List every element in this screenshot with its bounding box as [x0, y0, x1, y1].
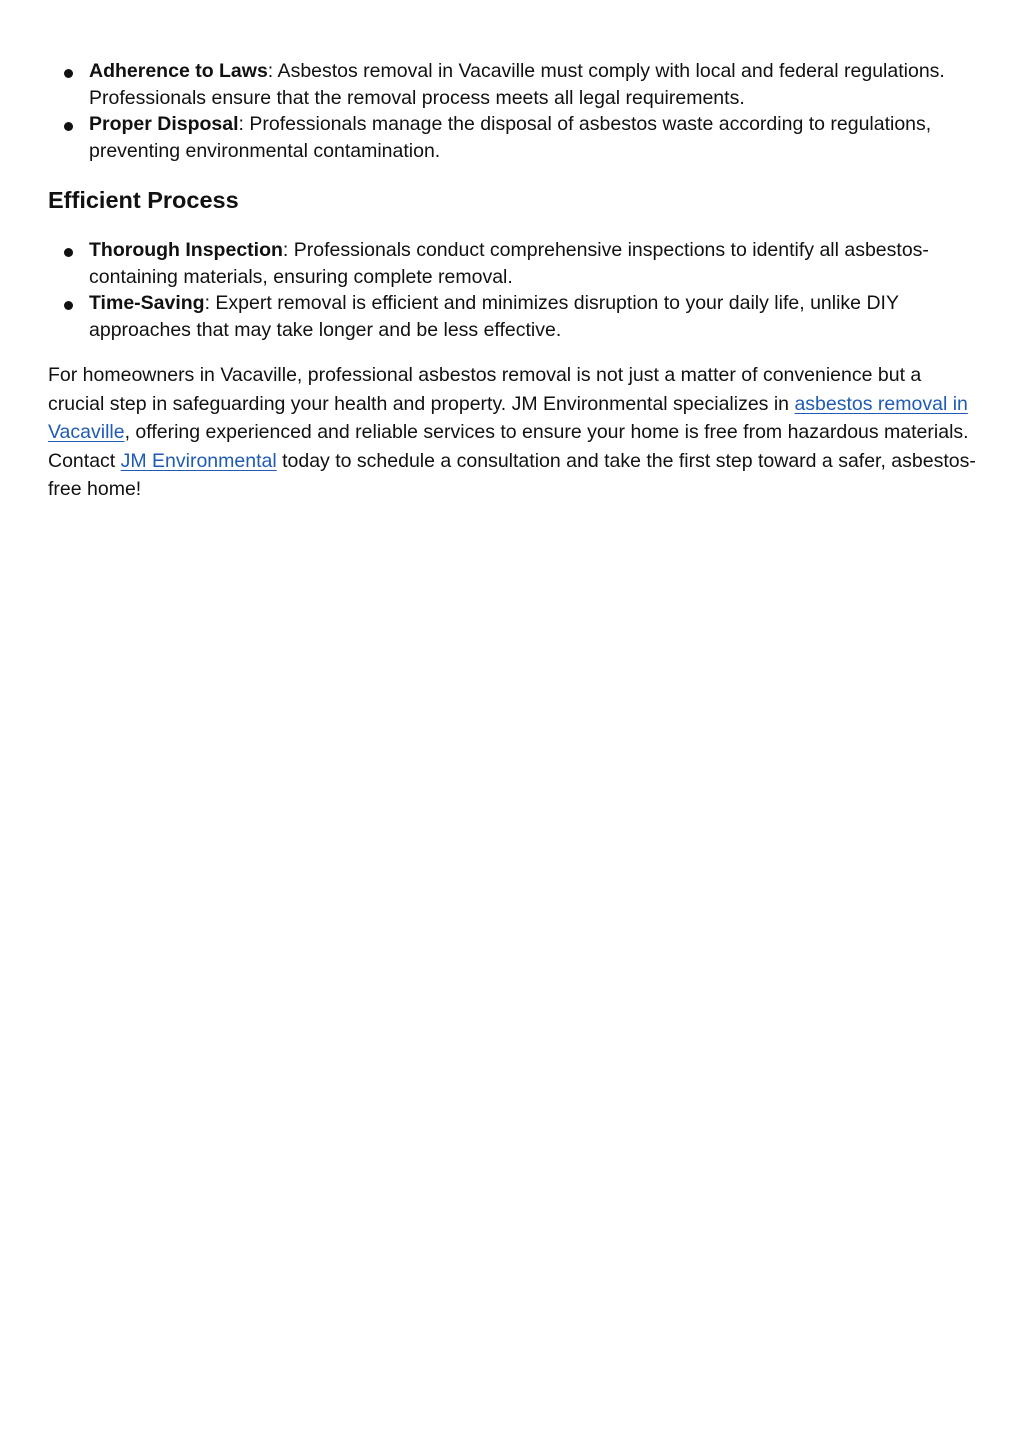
list-item-text: : Asbestos removal in Vacaville must comply with local and federal regulations. Professionals ensure that the removal process meets all legal requirements. — [89, 60, 945, 109]
list-item-term: Proper Disposal — [89, 113, 239, 135]
closing-paragraph — [48, 361, 978, 504]
list-item-term: Thorough Inspection — [89, 239, 283, 261]
jm-environmental-link[interactable]: JM Environmental — [120, 449, 277, 472]
list-item-term: Adherence to Laws — [89, 60, 268, 82]
paragraph-text: , offering experienced and reliable services to ensure your home is free from hazardous materials. Contact — [48, 421, 969, 472]
bullet-icon — [64, 69, 73, 78]
list-item — [48, 290, 978, 343]
bullet-icon — [64, 248, 73, 257]
efficiency-list — [48, 237, 978, 343]
list-item — [48, 237, 978, 290]
asbestos-removal-link[interactable]: asbestos removal in Vacaville — [48, 392, 968, 443]
paragraph-text: For homeowners in Vacaville, professional asbestos removal is not just a matter of convenience but a crucial step in safeguarding your health and property. JM Environmental specializes in — [48, 364, 922, 415]
bullet-icon — [64, 122, 73, 131]
list-item-text: : Professionals manage the disposal of asbestos waste according to regulations, preventing environmental contamination. — [89, 113, 932, 162]
section-heading: Efficient Process — [48, 187, 239, 213]
bullet-icon — [64, 301, 73, 310]
compliance-list — [48, 58, 978, 164]
paragraph-text: today to schedule a consultation and take the first step toward a safer, asbestos-free home! — [48, 449, 976, 500]
list-item-text: : Professionals conduct comprehensive inspections to identify all asbestos-containing materials, ensuring complete removal. — [89, 239, 929, 288]
document-page — [48, 56, 978, 504]
list-item — [48, 58, 978, 111]
list-item-text: : Expert removal is efficient and minimizes disruption to your daily life, unlike DIY approaches that may take longer and be less effective. — [89, 292, 899, 341]
list-item-term: Time-Saving — [89, 292, 205, 314]
list-item — [48, 111, 978, 164]
